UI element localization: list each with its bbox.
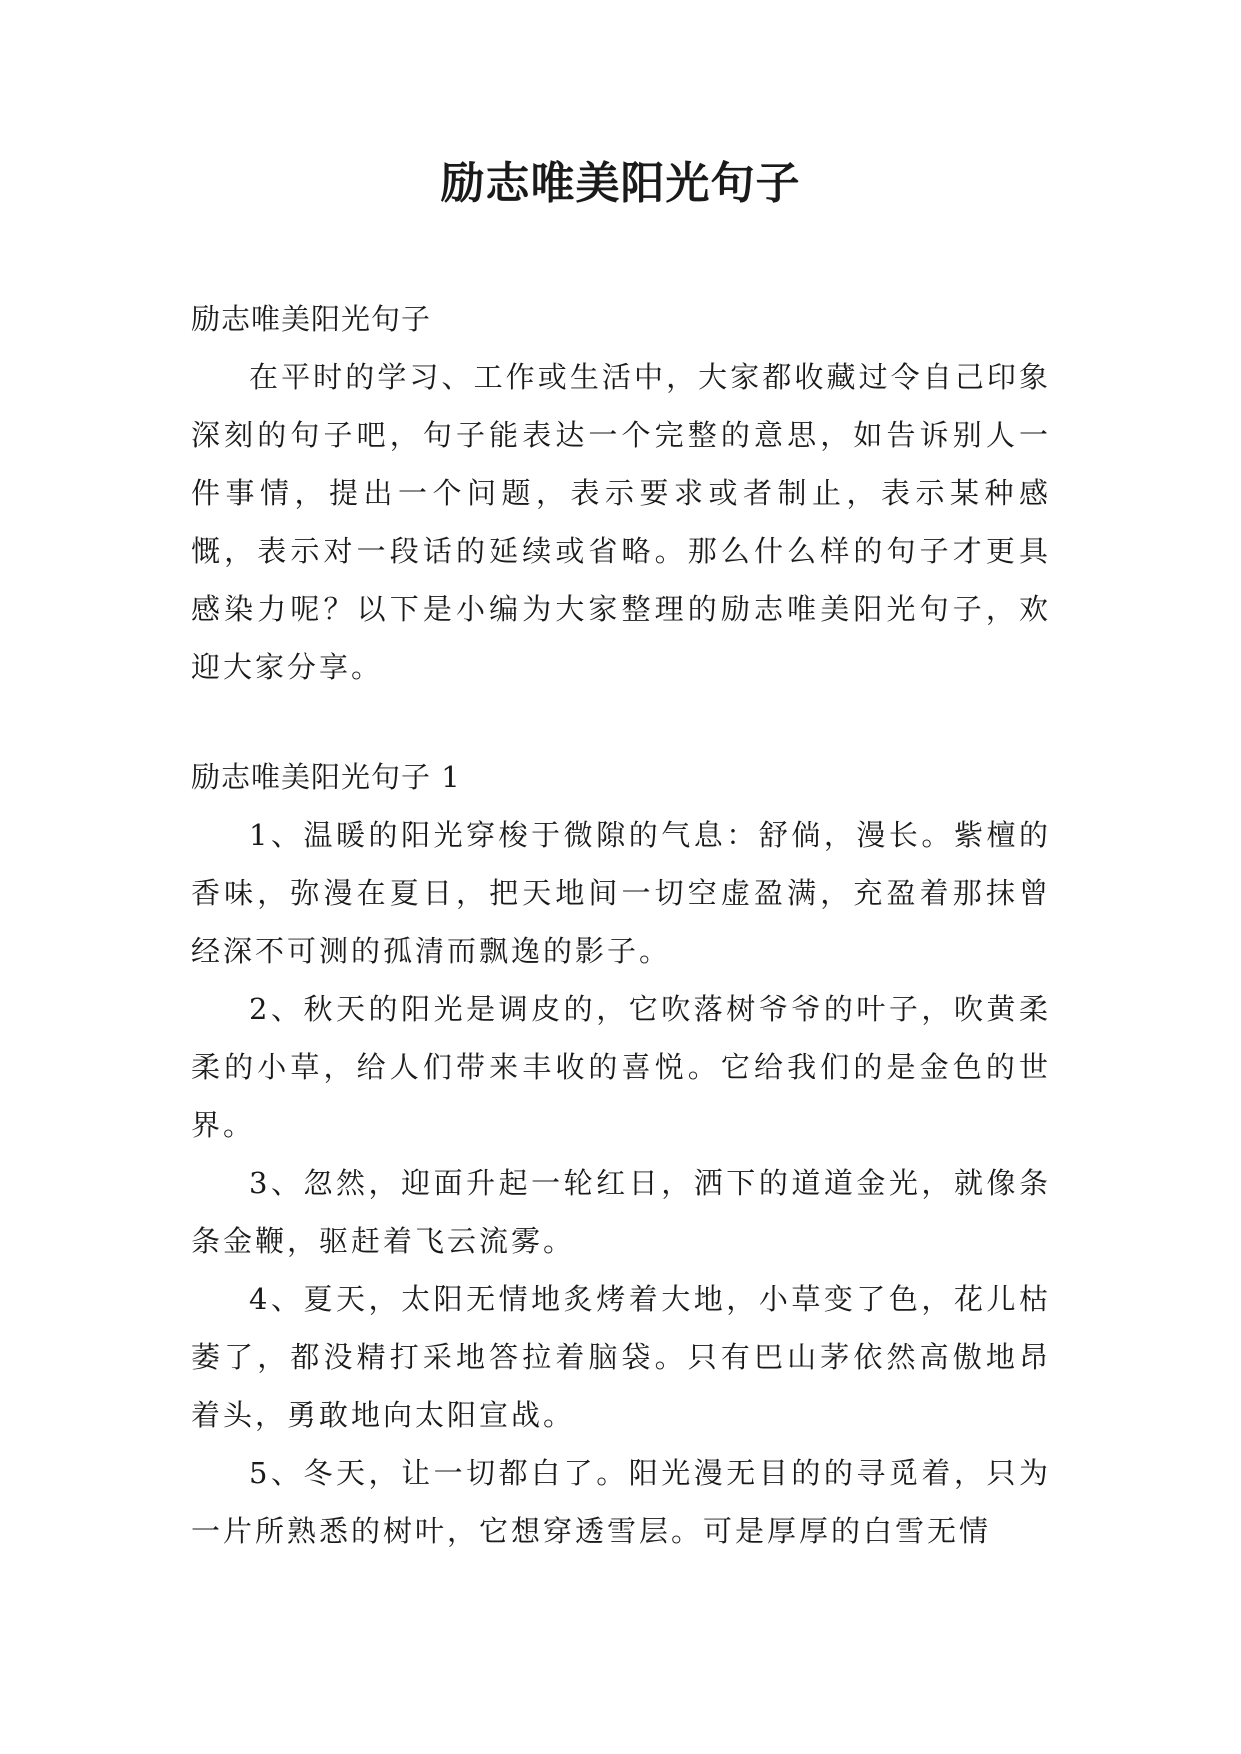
- intro-paragraph: 在平时的学习、工作或生活中，大家都收藏过令自己印象深刻的句子吧，句子能表达一个完整的意思，如告诉别人一件事情，提出一个问题，表示要求或者制止，表示某种感慨，表示对一段话的延续或省略。那么什么样的句子才更具感染力呢？以下是小编为大家整理的励志唯美阳光句子，欢迎大家分享。: [191, 360, 1051, 684]
- section-spacer: [191, 696, 1051, 748]
- document-subtitle: 励志唯美阳光句子: [191, 302, 432, 336]
- document-body: [191, 290, 1051, 1560]
- list-item: 2、秋天的阳光是调皮的，它吹落树爷爷的叶子，吹黄柔柔的小草，给人们带来丰收的喜悦。它给我们的是金色的世界。: [191, 992, 1051, 1142]
- list-item: 4、夏天，太阳无情地炙烤着大地，小草变了色，花儿枯萎了，都没精打采地答拉着脑袋。只有巴山茅依然高傲地昂着头，勇敢地向太阳宣战。: [191, 1282, 1051, 1432]
- document-title: 励志唯美阳光句子: [440, 158, 801, 209]
- list-item: 3、忽然，迎面升起一轮红日，洒下的道道金光，就像条条金鞭，驱赶着飞云流雾。: [191, 1166, 1051, 1258]
- list-item: 5、冬天，让一切都白了。阳光漫无目的的寻觅着，只为一片所熟悉的树叶，它想穿透雪层。可是厚厚的白雪无情: [191, 1456, 1051, 1548]
- list-item: 1、温暖的阳光穿梭于微隙的气息：舒倘，漫长。紫檀的香味，弥漫在夏日，把天地间一切空虚盈满，充盈着那抹曾经深不可测的孤清而飘逸的影子。: [191, 818, 1051, 968]
- section-heading: 励志唯美阳光句子 1: [191, 760, 461, 794]
